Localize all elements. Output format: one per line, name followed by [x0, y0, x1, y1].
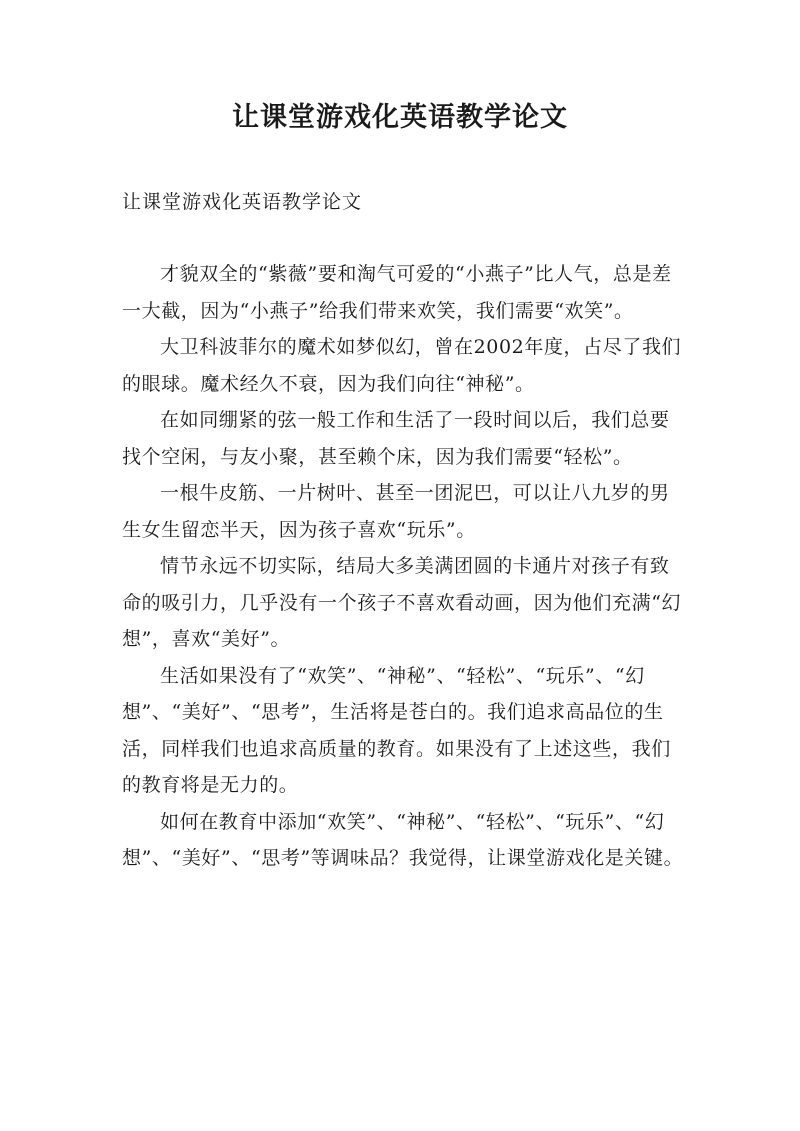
- paragraph: 如何在教育中添加“欢笑”、“神秘”、“轻松”、“玩乐”、“幻想”、“美好”、“思考”等调味品？我觉得，让课堂游戏化是关键。: [122, 810, 684, 869]
- paragraph: 大卫科波菲尔的魔术如梦似幻，曾在2002年度，占尽了我们的眼球。魔术经久不衰，因为我们向往“神秘”。: [122, 336, 682, 395]
- paragraph: 在如同绷紧的弦一般工作和生活了一段时间以后，我们总要找个空闲，与友小聚，甚至赖个床，因为我们需要“轻松”。: [122, 409, 670, 468]
- paragraph: 生活如果没有了“欢笑”、“神秘”、“轻松”、“玩乐”、“幻想”、“美好”、“思考”，生活将是苍白的。我们追求高品位的生活，同样我们也追求高质量的教育。如果没有了上述这些，我们的教育将是无力的。: [122, 664, 671, 796]
- paragraph: 一根牛皮筋、一片树叶、甚至一团泥巴，可以让八九岁的男生女生留恋半天，因为孩子喜欢“玩乐”。: [122, 482, 670, 541]
- document-subtitle: 让课堂游戏化英语教学论文: [122, 191, 363, 213]
- document-title: 让课堂游戏化英语教学论文: [232, 102, 568, 133]
- paragraph: 才貌双全的“紫薇”要和淘气可爱的“小燕子”比人气，总是差一大截，因为“小燕子”给我们带来欢笑，我们需要“欢笑”。: [122, 263, 672, 322]
- document-body: [122, 256, 684, 877]
- paragraph: 情节永远不切实际，结局大多美满团圆的卡通片对孩子有致命的吸引力，几乎没有一个孩子不喜欢看动画，因为他们充满“幻想”，喜欢“美好”。: [122, 555, 682, 650]
